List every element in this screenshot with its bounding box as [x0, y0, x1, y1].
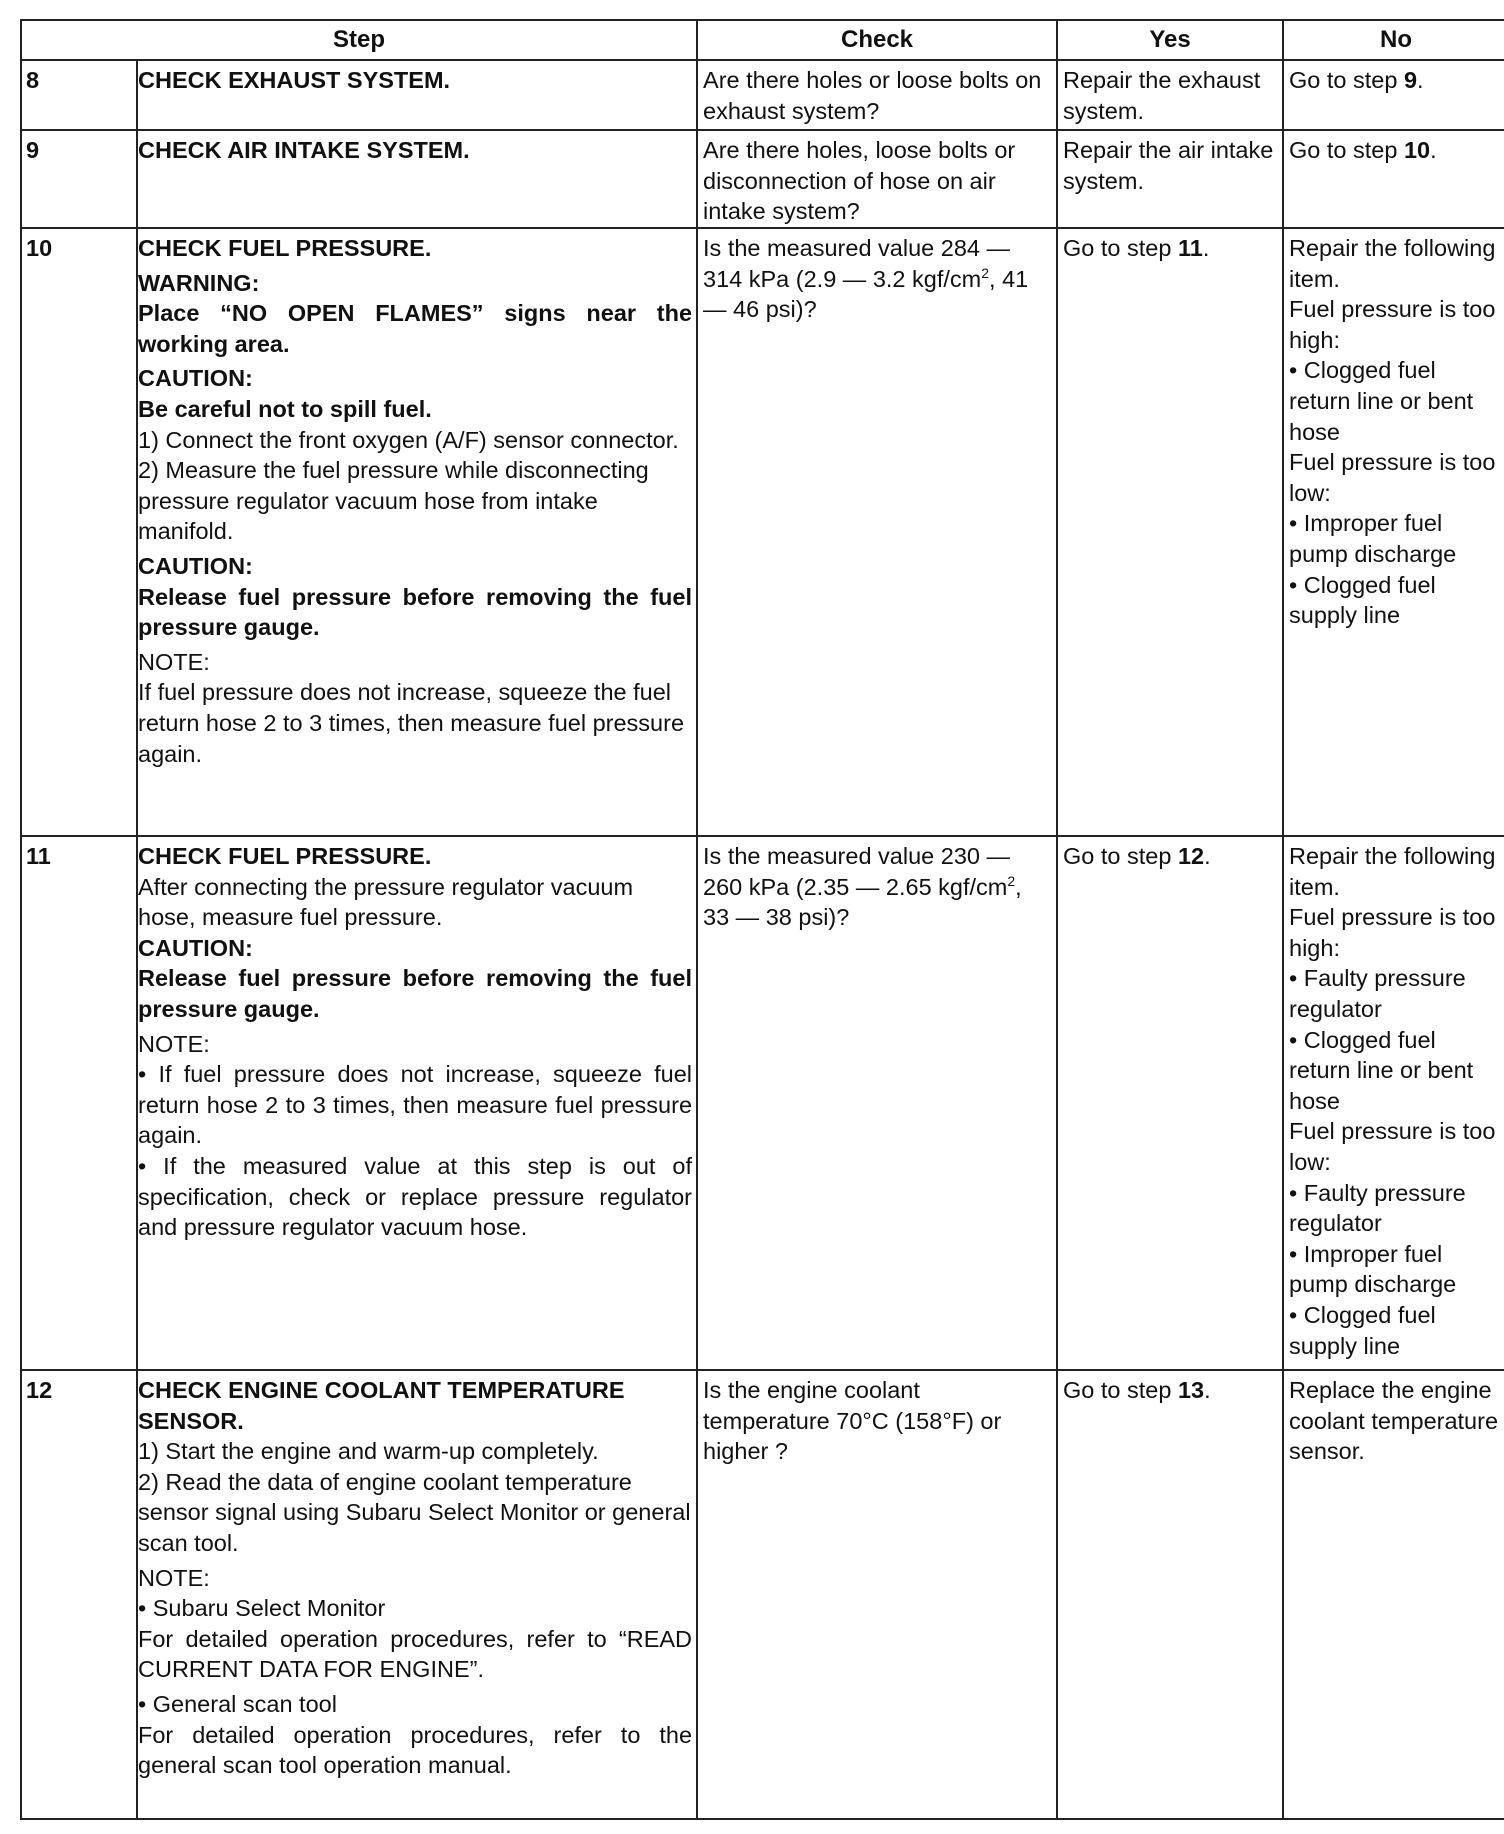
superscript: 2	[981, 264, 990, 281]
goto-suffix: .	[1202, 235, 1210, 261]
caution-label: CAUTION:	[138, 365, 253, 392]
procedure-item: 2) Measure the fuel pressure while disconnecting pressure regulator vacuum hose from intake manifold.	[138, 457, 649, 545]
step-title: CHECK FUEL PRESSURE.	[138, 843, 432, 869]
no-cell	[1283, 60, 1504, 130]
check-cell	[697, 836, 1057, 1370]
step-title: CHECK FUEL PRESSURE.	[138, 235, 432, 261]
step-cell	[137, 60, 697, 130]
note-subhead: • General scan tool	[138, 1690, 337, 1717]
step-number: 8	[21, 60, 137, 130]
no-line: Fuel pressure is too high:	[1289, 296, 1496, 353]
table-row-step-10	[21, 228, 1504, 836]
step-number: 12	[21, 1370, 137, 1819]
note-text: For detailed operation procedures, refer to “READ CURRENT DATA FOR ENGINE”.	[138, 1625, 693, 1683]
check-cell: Are there holes, loose bolts or disconnection of hose on air intake system?	[697, 130, 1057, 228]
step-title: CHECK EXHAUST SYSTEM.	[138, 67, 451, 93]
goto-prefix: Go to step	[1289, 67, 1404, 93]
no-cell	[1283, 130, 1504, 228]
step-number: 11	[21, 836, 137, 1370]
no-line: • Clogged fuel supply line	[1289, 571, 1436, 629]
table-row-step-12	[21, 1370, 1504, 1819]
step-text: After connecting the pressure regulator vacuum hose, measure fuel pressure.	[138, 873, 634, 931]
check-text-end: , 41 — 46 psi)?	[703, 265, 1029, 323]
note-item: • If the measured value at this step is out of specification, check or replace pressure regulator and pressure regulator vacuum hose.	[138, 1152, 693, 1241]
goto-prefix: Go to step	[1063, 235, 1178, 261]
step-title: CHECK ENGINE COOLANT TEMPERATURE SENSOR.	[138, 1377, 625, 1434]
goto-suffix: .	[1430, 137, 1437, 163]
note-item: • If fuel pressure does not increase, squeeze fuel return hose 2 to 3 times, then measure fuel pressure again.	[138, 1061, 693, 1149]
table-row-step-11	[21, 836, 1504, 1370]
no-line: Fuel pressure is too low:	[1289, 449, 1496, 506]
goto-step-link[interactable]: 12	[1177, 843, 1205, 869]
diagnostic-table	[20, 19, 1504, 1820]
caution-text: Release fuel pressure before removing the fuel pressure gauge.	[138, 965, 693, 1022]
goto-step-link[interactable]: 9	[1403, 67, 1418, 93]
step-cell	[137, 228, 697, 836]
yes-cell	[1057, 228, 1283, 836]
no-line: Repair the following item.	[1289, 843, 1496, 900]
goto-prefix: Go to step	[1289, 137, 1404, 163]
step-number: 9	[21, 130, 137, 228]
check-text: Is the measured value 230 — 260 kPa (2.35 — 2.65 kgf/cm	[703, 843, 1010, 900]
header-no: No	[1283, 20, 1504, 60]
procedure-item: 1) Connect the front oxygen (A/F) sensor connector.	[138, 426, 679, 453]
goto-suffix: .	[1417, 67, 1424, 93]
no-line: • Improper fuel pump discharge	[1289, 1240, 1457, 1298]
no-line: • Faulty pressure regulator	[1289, 965, 1466, 1022]
no-line: • Clogged fuel return line or bent hose	[1289, 357, 1474, 445]
table-row-step-8	[21, 60, 1504, 130]
check-cell: Is the engine coolant temperature 70°C (158°F) or higher ?	[697, 1370, 1057, 1819]
goto-suffix: .	[1204, 843, 1211, 869]
check-cell: Are there holes or loose bolts on exhaust system?	[697, 60, 1057, 130]
check-cell	[697, 228, 1057, 836]
caution-text: Be careful not to spill fuel.	[138, 395, 432, 422]
step-cell	[137, 1370, 697, 1819]
caution-label: CAUTION:	[138, 934, 253, 961]
no-line: • Faulty pressure regulator	[1289, 1179, 1466, 1237]
note-text: For detailed operation procedures, refer to the general scan tool operation manual.	[138, 1721, 693, 1779]
step-cell	[137, 836, 697, 1370]
step-cell	[137, 130, 697, 228]
goto-step-link[interactable]: 10	[1403, 137, 1431, 163]
note-label: NOTE:	[138, 648, 210, 675]
goto-prefix: Go to step	[1063, 1377, 1178, 1403]
header-check: Check	[697, 20, 1057, 60]
note-label: NOTE:	[138, 1564, 210, 1591]
no-cell	[1283, 228, 1504, 836]
header-step: Step	[21, 20, 697, 60]
no-line: • Clogged fuel supply line	[1289, 1301, 1436, 1359]
procedure-item: 1) Start the engine and warm-up completely.	[138, 1438, 599, 1465]
superscript: 2	[1007, 872, 1016, 889]
warning-text: Place “NO OPEN FLAMES” signs near the working area.	[138, 300, 693, 357]
no-cell	[1283, 836, 1504, 1370]
note-label: NOTE:	[138, 1030, 210, 1057]
procedure-item: 2) Read the data of engine coolant temperature sensor signal using Subaru Select Monitor or general scan tool.	[138, 1468, 691, 1556]
check-text: Is the measured value 284 — 314 kPa (2.9 — 3.2 kgf/cm	[703, 235, 1010, 292]
goto-step-link[interactable]: 13	[1177, 1377, 1205, 1403]
no-cell: Replace the engine coolant temperature sensor.	[1283, 1370, 1504, 1819]
no-line: • Improper fuel pump discharge	[1289, 510, 1457, 567]
yes-cell: Repair the exhaust system.	[1057, 60, 1283, 130]
no-line: Fuel pressure is too low:	[1289, 1118, 1496, 1175]
goto-suffix: .	[1204, 1377, 1211, 1403]
check-text-end: , 33 — 38 psi)?	[703, 873, 1022, 931]
goto-prefix: Go to step	[1063, 843, 1178, 869]
table-row-step-9	[21, 130, 1504, 228]
yes-cell	[1057, 836, 1283, 1370]
caution-label: CAUTION:	[138, 552, 253, 579]
step-number: 10	[21, 228, 137, 836]
caution-text: Release fuel pressure before removing the fuel pressure gauge.	[138, 583, 693, 641]
step-title: CHECK AIR INTAKE SYSTEM.	[138, 137, 470, 163]
header-row	[21, 20, 1504, 60]
note-subhead: • Subaru Select Monitor	[138, 1595, 386, 1622]
goto-step-link[interactable]: 11	[1177, 235, 1203, 261]
note-text: If fuel pressure does not increase, squeeze the fuel return hose 2 to 3 times, then measure fuel pressure again.	[138, 679, 685, 767]
yes-cell	[1057, 1370, 1283, 1819]
no-line: • Clogged fuel return line or bent hose	[1289, 1026, 1474, 1114]
yes-cell: Repair the air intake system.	[1057, 130, 1283, 228]
header-yes: Yes	[1057, 20, 1283, 60]
no-line: Fuel pressure is too high:	[1289, 904, 1496, 961]
no-line: Repair the following item.	[1289, 235, 1496, 292]
warning-label: WARNING:	[138, 269, 260, 296]
